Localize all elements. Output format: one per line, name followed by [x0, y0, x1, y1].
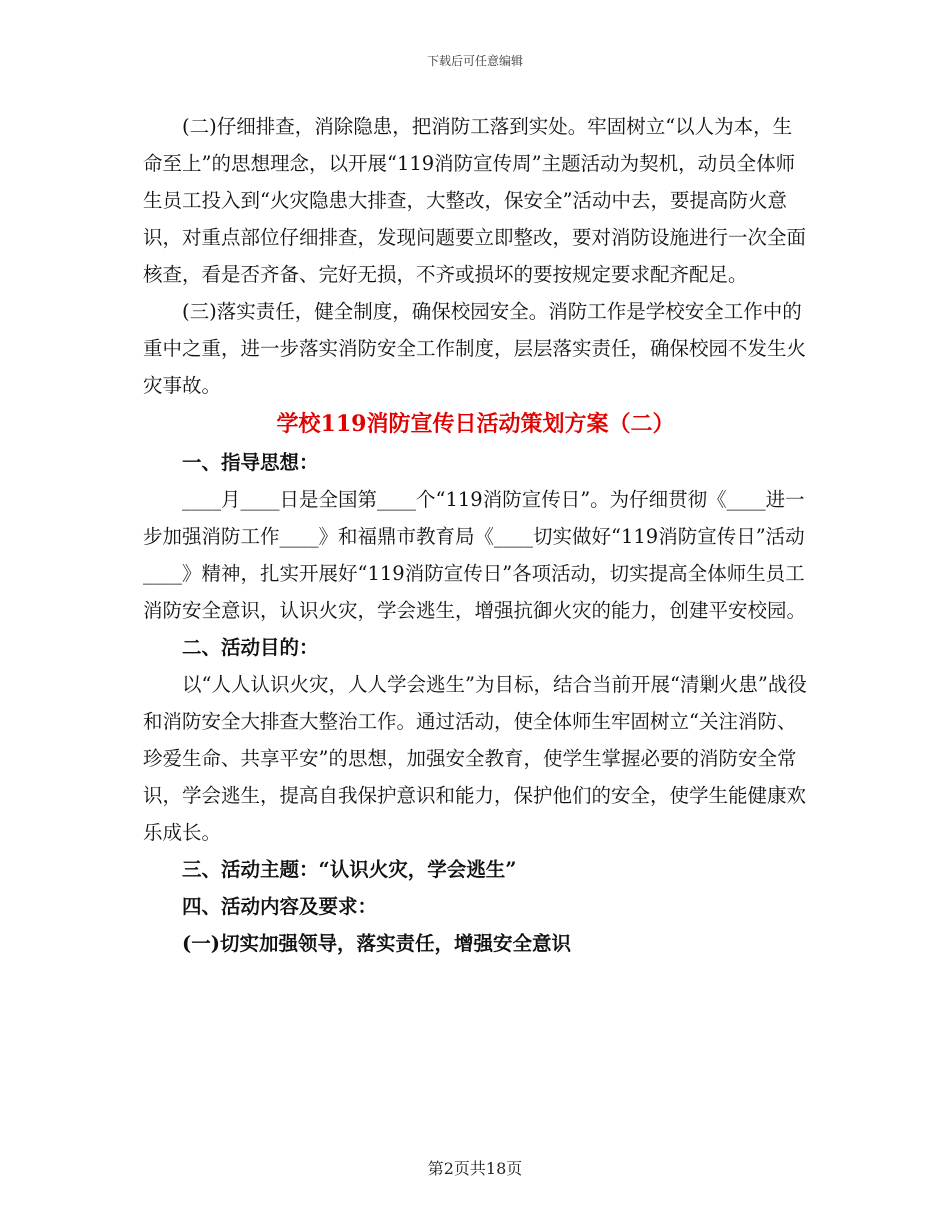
paragraph-purpose: 以“人人认识火灾，人人学会逃生”为目标，结合当前开展“清剿火患”战役和消防安全大排查大整治工作。通过活动，使全体师生牢固树立“关注消防、珍爱生命、共享平安”的思想，加强安全教育，使学生掌握必要的消防安全常识，学会逃生，提高自我保护意识和能力，保护他们的安全，使学生能健康欢乐成长。: [143, 673, 807, 844]
subheading-leadership: (一)切实加强领导，落实责任，增强安全意识: [182, 932, 571, 955]
section-heading-content: 四、活动内容及要求：: [182, 895, 378, 918]
paragraph-investigation: (二)仔细排查，消除隐患，把消防工落到实处。牢固树立“以人为本，生命至上”的思想理念，以开展“119消防宣传周”主题活动为契机，动员全体师生员工投入到“火灾隐患大排查，大整改，保安全”活动中去，要提高防火意识，对重点部位仔细排查，发现问题要立即整改，要对消防设施进行一次全面核查，看是否齐备、完好无损，不齐或损坏的要按规定要求配齐配足。: [143, 115, 807, 286]
section-heading-purpose: 二、活动目的：: [182, 636, 319, 659]
page-footer: 第2页共18页: [427, 1159, 523, 1178]
page-header: 下载后可任意编辑: [426, 54, 523, 68]
section-heading-theme: 三、活动主题：“认识火灾，学会逃生”: [182, 858, 517, 881]
document-title: 学校119消防宣传日活动策划方案（二）: [276, 411, 675, 437]
paragraph-guiding: ____月____日是全国第____个“119消防宣传日”。为仔细贯彻《____进一步加强消防工作____》和福鼎市教育局《____切实做好“119消防宣传日”活动____》精神，扎实开展好“119消防宣传日”各项活动，切实提高全体师生员工消防安全意识，认识火灾，学会逃生，增强抗御火灾的能力，创建平安校园。: [143, 488, 807, 622]
section-heading-guiding: 一、指导思想：: [182, 451, 319, 474]
paragraph-responsibility: (三)落实责任，健全制度，确保校园安全。消防工作是学校安全工作中的重中之重，进一步落实消防安全工作制度，层层落实责任，确保校园不发生火灾事故。: [143, 300, 807, 397]
document-body: [143, 108, 808, 962]
